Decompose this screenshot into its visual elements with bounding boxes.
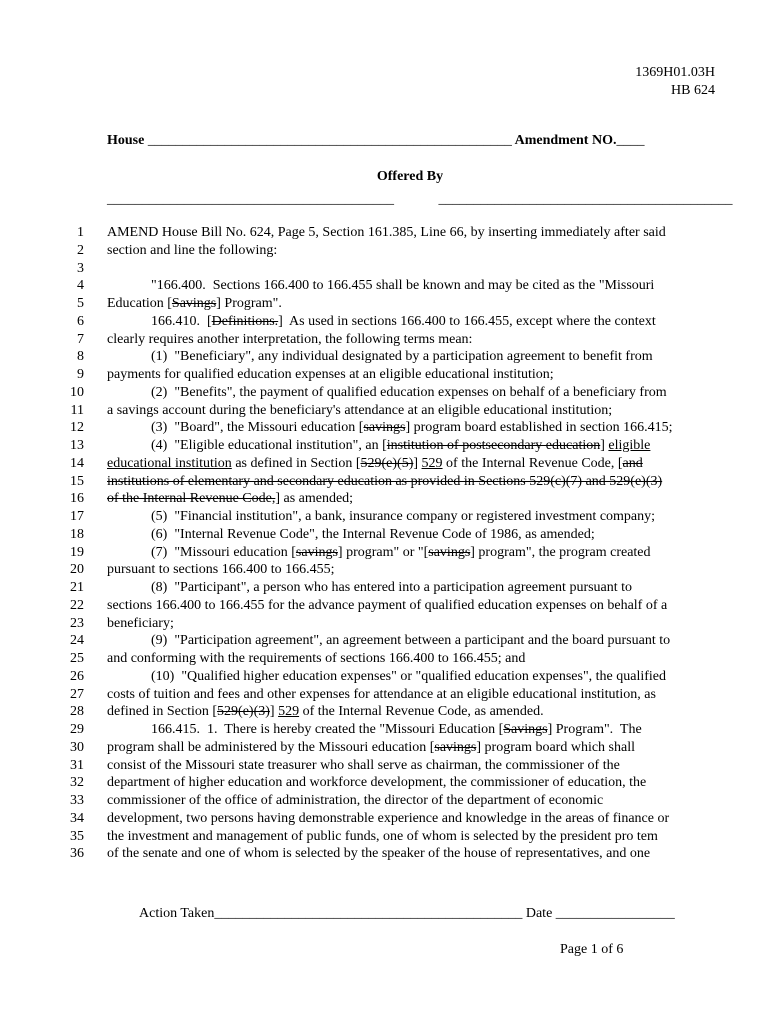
text-segment: ] [269,704,279,720]
text-segment: (8) "Participant", a person who has entered into a participation agreement pursuant to [151,580,633,595]
text-segment: development, two persons having demonstrable experience and knowledge in the areas of finance or [107,810,670,826]
line-number: 29 [70,722,84,737]
line-number: 30 [70,739,84,755]
text-segment: section and line the following: [107,242,278,258]
line-number: 27 [70,686,84,702]
text-line [0,348,770,366]
line-text [107,597,667,615]
text-segment: Education [ [107,296,172,311]
line-number: 21 [70,580,84,595]
text-line [0,579,770,597]
document-id: 1369H01.03H [635,65,715,80]
line-text [107,757,620,775]
line-number: 2 [77,242,84,258]
text-segment: (7) "Missouri education [ [151,544,296,560]
text-segment: ] As used in sections 166.400 to 166.455, except where the context [278,313,656,329]
line-number: 33 [70,793,84,808]
amendment-blank: ____ [616,133,645,148]
line-text [151,579,632,597]
line-number: 6 [77,313,84,329]
deleted-text: Savings [503,722,548,737]
deleted-text: institutions of elementary and secondary education as provided in Sections 529(c)(7) and 529(e)(3) [107,473,663,489]
deleted-text: institution of postsecondary education [386,438,601,453]
deleted-text: 529(e)(3) [217,704,270,720]
line-text [107,295,282,313]
line-number: 12 [70,420,84,436]
inserted-text: eligible [608,438,651,453]
text-segment: consist of the Missouri state treasurer who shall serve as chairman, the commissioner of the [107,757,620,773]
line-number: 8 [77,349,84,365]
deleted-text: savings [428,544,471,560]
amendment-label: Amendment NO. [514,133,617,148]
line-number: 24 [70,633,84,649]
bill-number: HB 624 [671,83,715,98]
line-text [151,668,666,686]
line-number: 11 [70,402,84,418]
text-segment: ] program", the program created [470,544,651,560]
line-number: 4 [77,278,84,294]
text-segment: (4) "Eligible educational institution", an [ [151,438,387,453]
text-segment: 166.410. [ [151,313,212,329]
line-text [107,828,658,846]
text-segment: a savings account during the beneficiary's attendance at an eligible educational institution; [107,402,613,418]
line-number: 10 [70,384,84,400]
text-segment: (5) "Financial institution", a bank, insurance company or registered investment company; [151,509,656,524]
line-text [151,437,650,455]
line-text [107,650,525,668]
text-line [0,455,770,473]
text-line [0,437,770,455]
line-number: 31 [70,757,84,773]
inserted-text: 529 [421,455,443,471]
line-number: 5 [77,296,84,311]
line-number: 32 [70,775,84,791]
text-segment: (9) "Participation agreement", an agreement between a participant and the board pursuant to [151,633,671,649]
line-text [151,277,654,295]
text-segment: ] [413,455,422,471]
date-blank: _________________ [555,906,675,921]
line-number: 23 [70,615,84,631]
text-segment: of the Internal Revenue Code, as amended. [299,704,544,720]
line-text [107,455,643,473]
text-segment: clearly requires another interpretation, the following terms mean: [107,331,473,347]
line-text [107,224,666,242]
line-number: 14 [70,455,84,471]
action-taken-label: Action Taken [139,906,215,921]
line-text [107,490,353,508]
text-segment: (6) "Internal Revenue Code", the Internal Revenue Code of 1986, as amended; [151,526,595,542]
text-line [0,597,770,615]
text-line [0,526,770,544]
line-number: 28 [70,704,84,720]
line-text [107,473,662,491]
text-segment: (10) "Qualified higher education expenses" or "qualified education expenses", the qualified [151,668,667,684]
line-text [151,348,653,366]
line-number: 3 [77,260,84,276]
line-number: 15 [70,473,84,489]
text-segment: the investment and management of public funds, one of whom is selected by the president pro tem [107,828,658,844]
text-line [0,792,770,810]
text-line [0,260,770,278]
line-number: 35 [70,828,84,844]
text-segment: ] [600,438,609,453]
line-text [107,686,656,704]
text-line [0,810,770,828]
line-number: 36 [70,846,84,862]
line-number: 1 [77,225,84,240]
line-text [107,366,554,384]
line-number: 18 [70,526,84,542]
line-number: 26 [70,668,84,684]
action-taken-blank: ____________________________________________ [214,906,523,921]
text-line [0,490,770,508]
text-line [0,508,770,526]
line-text [107,703,544,721]
line-text [151,384,667,402]
line-text [107,774,646,792]
text-line [0,845,770,863]
line-text [151,632,670,650]
line-text [107,739,635,757]
text-segment: (3) "Board", the Missouri education [ [151,420,364,436]
line-text [107,845,650,863]
inserted-text: educational institution [107,455,232,471]
text-line [0,774,770,792]
text-line [0,419,770,437]
text-line [0,632,770,650]
text-segment: (1) "Beneficiary", any individual designated by a participation agreement to benefit from [151,349,653,365]
line-number: 13 [70,438,84,453]
text-line [0,277,770,295]
inserted-text: 529 [278,704,300,720]
text-line [0,402,770,420]
text-segment: beneficiary; [107,615,174,631]
text-segment: ] program board which shall [476,739,635,755]
line-text [151,526,595,544]
deleted-text: savings [363,420,406,436]
document-header [635,64,715,100]
district-signature-line: __________________________________________ [438,192,733,207]
offered-by-signature-lines [107,192,733,208]
line-text [151,313,656,331]
text-segment: pursuant to sections 166.400 to 166.455; [107,562,335,578]
text-line [0,650,770,668]
text-line [0,561,770,579]
line-number: 20 [70,562,84,578]
text-segment: ] as amended; [275,491,354,507]
text-segment: 166.415. 1. There is hereby created the "Missouri Education [ [151,722,504,737]
text-line [0,295,770,313]
line-number: 9 [77,367,84,382]
page-number: Page 1 of 6 [560,942,624,957]
text-line [0,703,770,721]
text-line [0,686,770,704]
text-line [0,331,770,349]
line-number: 34 [70,810,84,826]
line-text [151,419,673,437]
line-text [107,615,174,633]
text-line [0,473,770,491]
text-segment: department of higher education and workforce development, the commissioner of education, the [107,775,647,791]
line-number: 19 [70,544,84,560]
text-line [0,544,770,562]
text-line [0,366,770,384]
deleted-text: 529(e)(5) [360,455,414,471]
line-text [107,331,472,349]
action-taken-line [139,906,675,922]
text-segment: and conforming with the requirements of sections 166.400 to 166.455; and [107,651,526,666]
text-line [0,384,770,402]
text-segment: AMEND House Bill No. 624, Page 5, Section 161.385, Line 66, by inserting immediately after said [107,225,666,240]
deleted-text: savings [295,544,338,560]
line-text [151,721,642,739]
sponsor-signature-line: _________________________________________ [107,192,394,207]
text-segment: commissioner of the office of administration, the director of the department of economic [107,793,604,808]
house-blank: ____________________________________________________ [147,133,512,148]
text-line [0,668,770,686]
deleted-text: of the Internal Revenue Code, [107,491,276,507]
text-segment: ] Program". [216,296,282,311]
text-segment: ] program board established in section 166.415; [405,420,673,436]
text-line [0,313,770,331]
house-label: House [107,133,145,148]
text-segment: ] Program". The [547,722,642,737]
line-text [151,508,655,526]
text-segment: of the senate and one of whom is selected by the speaker of the house of representatives, and one [107,846,651,862]
line-text [107,561,335,579]
text-line [0,615,770,633]
deleted-text: savings [434,739,477,755]
deleted-text: Savings [171,296,217,311]
deleted-text: and [622,455,643,471]
text-line [0,224,770,242]
line-number: 17 [70,509,84,524]
text-segment: sections 166.400 to 166.455 for the advance payment of qualified education expenses on behalf of a [107,597,668,613]
text-line [0,828,770,846]
text-segment: defined in Section [ [107,704,218,720]
amendment-body [0,224,770,863]
line-text [107,402,612,420]
line-number: 25 [70,651,84,666]
text-line [0,757,770,775]
text-segment: program shall be administered by the Missouri education [ [107,739,435,755]
text-segment: ] program" or "[ [337,544,429,560]
line-number: 7 [77,331,84,347]
text-segment: "166.400. Sections 166.400 to 166.455 shall be known and may be cited as the "Missouri [151,278,655,294]
text-segment: as defined in Section [ [231,455,361,471]
text-line [0,739,770,757]
line-text [107,792,603,810]
line-number: 22 [70,597,84,613]
text-line [0,242,770,260]
line-number: 16 [70,491,84,507]
deleted-text: Definitions. [211,313,279,329]
text-segment: (2) "Benefits", the payment of qualified education expenses on behalf of a beneficiary from [151,384,667,400]
text-line [0,721,770,739]
text-segment: of the Internal Revenue Code, [ [442,455,623,471]
line-text [107,810,669,828]
text-segment: payments for qualified education expenses at an eligible educational institution; [107,367,554,382]
offered-by-label: Offered By [376,169,444,184]
house-amendment-line [107,133,713,149]
text-segment: costs of tuition and fees and other expenses for attendance at an eligible educational institution, as [107,686,656,702]
line-text [107,242,277,260]
line-text [151,544,651,562]
date-label: Date [525,906,553,921]
